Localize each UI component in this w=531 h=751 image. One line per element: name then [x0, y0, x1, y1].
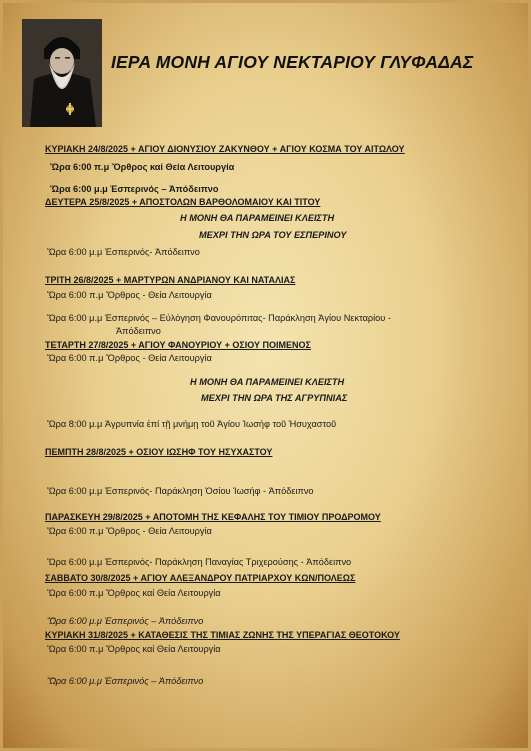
closure-notice: ΜΕΧΡΙ ΤΗΝ ΩΡΑ ΤΟΥ ΕΣΠΕΡΙΝΟΥ [199, 230, 347, 240]
service-line: Ὥρα 6:00 μ.μ Ἑσπερινός- Ἀπόδειπνο [47, 247, 200, 257]
service-line: Ὥρα 6:00 μ.μ Ἑσπερινός – Ἀπόδειπνο [47, 676, 204, 686]
service-line: Ὥρα 6:00 π.μ Ὄρθρος - Θεία Λειτουργία [47, 526, 212, 536]
service-line: Ἀπόδειπνο [116, 326, 161, 336]
saint-portrait-icon [22, 19, 102, 127]
closure-notice: Η ΜΟΝΗ ΘΑ ΠΑΡΑΜΕΙΝΕΙ ΚΛΕΙΣΤΗ [190, 377, 345, 387]
closure-notice: ΜΕΧΡΙ ΤΗΝ ΩΡΑ ΤΗΣ ΑΓΡΥΠΝΙΑΣ [201, 393, 348, 403]
service-line: Ὥρα 6:00 π.μ Ὄρθρος - Θεία Λειτουργία [47, 290, 212, 300]
service-line: Ὥρα 6:00 μ.μ Ἑσπερινός- Παράκληση Παναγίας Τριχερούσης - Ἀπόδειπνο [47, 557, 352, 567]
day-header-friday-29: ΠΑΡΑΣΚΕΥΗ 29/8/2025 + ΑΠΟΤΟΜΗ ΤΗΣ ΚΕΦΑΛΗΣ ΤΟΥ ΤΙΜΙΟΥ ΠΡΟΔΡΟΜΟΥ [45, 512, 381, 522]
service-line: Ὥρα 6:00 μ.μ Ἑσπερινός – Εὐλόγηση Φανουρόπιτας- Παράκληση Ἁγίου Νεκταρίου - [47, 313, 391, 323]
closure-notice: Η ΜΟΝΗ ΘΑ ΠΑΡΑΜΕΙΝΕΙ ΚΛΕΙΣΤΗ [180, 213, 335, 223]
service-line: Ὥρα 8:00 μ.μ Ἀγρυπνία ἐπί τῇ μνήμῃ τοῦ Ἁγίου Ἰωσήφ τοῦ Ἡσυχαστοῦ [47, 419, 337, 429]
day-header-sunday-31: ΚΥΡΙΑΚΗ 31/8/2025 + ΚΑΤΑΘΕΣΙΣ ΤΗΣ ΤΙΜΙΑΣ ΖΩΝΗΣ ΤΗΣ ΥΠΕΡΑΓΙΑΣ ΘΕΟΤΟΚΟΥ [45, 630, 400, 640]
day-header-saturday-30: ΣΑΒΒΑΤΟ 30/8/2025 + ΑΓΙΟΥ ΑΛΕΞΑΝΔΡΟΥ ΠΑΤΡΙΑΡΧΟΥ ΚΩΝ/ΠΟΛΕΩΣ [45, 573, 356, 583]
day-header-sunday-24: ΚΥΡΙΑΚΗ 24/8/2025 + ΑΓΙΟΥ ΔΙΟΝΥΣΙΟΥ ΖΑΚΥΝΘΟΥ + ΑΓΙΟΥ ΚΟΣΜΑ ΤΟΥ ΑΙΤΩΛΟΥ [45, 144, 405, 154]
service-line: Ὥρα 6:00 π.μ Ὄρθρος - Θεία Λειτουργία [47, 353, 212, 363]
day-header-monday-25: ΔΕΥΤΕΡΑ 25/8/2025 + ΑΠΟΣΤΟΛΩΝ ΒΑΡΘΟΛΟΜΑΙΟΥ ΚΑΙ ΤΙΤΟΥ [45, 197, 321, 207]
day-header-wednesday-27: ΤΕΤΑΡΤΗ 27/8/2025 + ΑΓΙΟΥ ΦΑΝΟΥΡΙΟΥ + ΟΣΙΟΥ ΠΟΙΜΕΝΟΣ [45, 340, 311, 350]
service-line: Ὥρα 6:00 μ.μ Ἑσπερινός- Παράκληση Ὁσίου Ἰωσήφ - Ἀπόδειπνο [47, 486, 314, 496]
service-line: Ὥρα 6:00 μ.μ Ἑσπερινός – Ἀπόδειπνο [47, 616, 204, 626]
day-header-thursday-28: ΠΕΜΠΤΗ 28/8/2025 + ΟΣΙΟΥ ΙΩΣΗΦ ΤΟΥ ΗΣΥΧΑΣΤΟΥ [45, 447, 273, 457]
service-line: Ὥρα 6:00 π.μ Ὄρθρος καί Θεία Λειτουργία [50, 162, 235, 172]
page-title: ΙΕΡΑ ΜΟΝΗ ΑΓΙΟΥ ΝΕΚΤΑΡΙΟΥ ΓΛΥΦΑΔΑΣ [111, 52, 474, 72]
service-line: Ὥρα 6:00 π.μ Ὄρθρος καί Θεία Λειτουργία [47, 588, 221, 598]
service-line: Ὥρα 6:00 π.μ Ὄρθρος καί Θεία Λειτουργία [47, 644, 221, 654]
day-header-tuesday-26: ΤΡΙΤΗ 26/8/2025 + ΜΑΡΤΥΡΩΝ ΑΝΔΡΙΑΝΟΥ ΚΑΙ ΝΑΤΑΛΙΑΣ [45, 275, 296, 285]
service-line: Ὥρα 6:00 μ.μ Ἑσπερινός – Ἀπόδειπνο [50, 184, 219, 194]
